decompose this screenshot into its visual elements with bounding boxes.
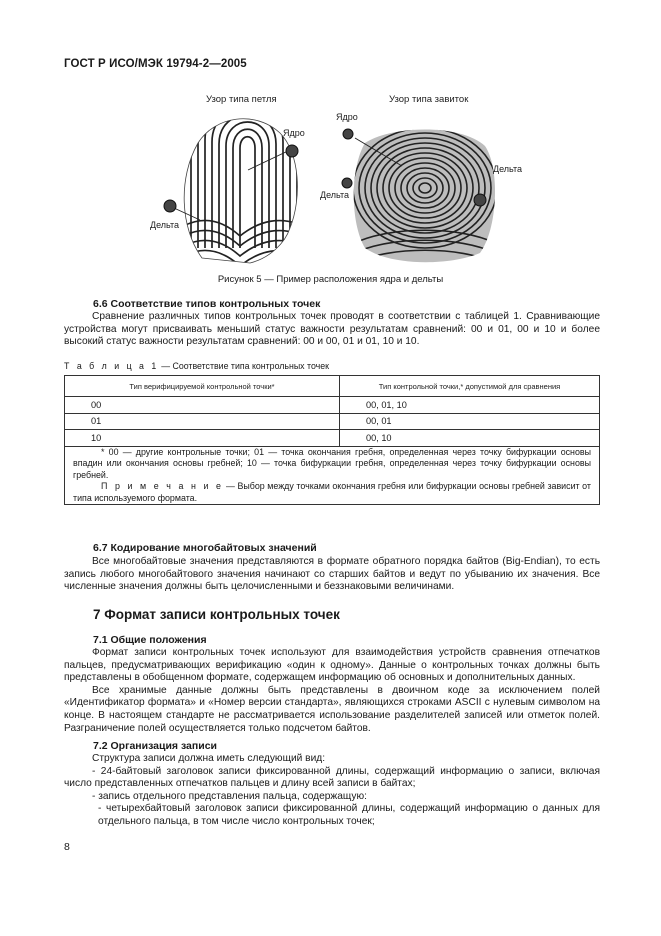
table-1-notes: [65, 446, 600, 505]
section-7-1-paragraph-2: Все хранимые данные должны быть представлены в двоичном коде за исключением полей «Идентификатор формата» и «Номер версии стандарта», являющихся строками ASCII с нулевым символом на конце. В настоящем стандарте не рассматривается использование разделителей записей или отметок полей. Разграничение полей осуществляется только подсчетом байтов.: [64, 684, 600, 734]
table-cell-type: 01: [65, 413, 340, 430]
whorl-delta-right-marker: [474, 194, 486, 206]
section-6-6-text: Сравнение различных типов контрольных точек проводят в соответствии с таблицей 1. Сравнивающие устройства могут присваивать меньший статус важности результатам сравнений: 00 и 01, 00 и 10 и более высокий статус важности результатам сравнений: 00 и 00, 01 и 01, 10 и 10.: [64, 311, 600, 348]
table-cell-allowed: 00, 01, 10: [340, 397, 600, 414]
table-1: [64, 375, 600, 505]
table-1-footnote: * 00 — другие контрольные точки; 01 — точка окончания гребня, определенная через точку бифуркации основы впадин или окончания основы гребней; 10 — точка бифуркации гребня, определенная через точку бифуркации основы гребней.: [73, 446, 591, 480]
table-1-title-text: — Соответствие типа контрольных точек: [158, 361, 329, 371]
loop-core-marker: [286, 145, 298, 157]
table-cell-type: 00: [65, 397, 340, 414]
table-1-note: [73, 481, 591, 504]
section-7-2-line-4: - четырехбайтовый заголовок записи фиксированной длины, содержащий информацию о данных для отдельного пальца, в том числе число контрольных точек;: [98, 803, 600, 827]
fingerprint-figure: [140, 108, 540, 268]
section-6-7-text: Все многобайтовые значения представляются в формате обратного порядка байтов (Big-Endian), то есть запись любого многобайтового значения начинают со старших байтов и ведут по убыванию их значения. Все численные значения должны быть целочисленными и беззнаковыми величинами.: [64, 556, 600, 593]
table-1-col1-header: Тип верифицируемой контрольной точки*: [65, 376, 340, 397]
section-7-1-heading: 7.1 Общие положения: [93, 634, 207, 646]
figure-left-title: Узор типа петля: [206, 94, 277, 105]
loop-delta-label: Дельта: [150, 220, 180, 230]
whorl-core-label: Ядро: [336, 112, 358, 122]
section-7-heading: 7 Формат записи контрольных точек: [93, 607, 340, 622]
table-cell-allowed: 00, 10: [340, 430, 600, 447]
figure-right-title: Узор типа завиток: [389, 94, 469, 105]
table-row: [65, 413, 600, 430]
whorl-delta-right-label: Дельта: [493, 164, 523, 174]
table-cell-allowed: 00, 01: [340, 413, 600, 430]
whorl-delta-left-marker: [342, 178, 352, 188]
table-1-col2-header: Тип контрольной точки,* допустимой для сравнения: [340, 376, 600, 397]
document-header: ГОСТ Р ИСО/МЭК 19794-2—2005: [64, 58, 247, 70]
section-7-2-line-3: - запись отдельного представления пальца, содержащую:: [92, 790, 367, 802]
table-1-note-text: — Выбор между точками окончания гребня или бифуркации основы гребней зависит от типа используемого формата.: [73, 481, 591, 503]
whorl-core-marker: [343, 129, 353, 139]
table-1-label: Т а б л и ц а 1: [64, 361, 159, 371]
loop-delta-marker: [164, 200, 176, 212]
whorl-delta-left-label: Дельта: [320, 190, 350, 200]
loop-core-label: Ядро: [283, 128, 305, 138]
whorl-fingerprint-image: [340, 118, 510, 268]
section-7-2-line-1: Структура записи должна иметь следующий вид:: [92, 753, 326, 764]
table-1-note-label: П р и м е ч а н и е: [101, 481, 224, 492]
section-7-2-heading: 7.2 Организация записи: [93, 740, 217, 752]
table-1-title: [64, 361, 329, 371]
table-cell-type: 10: [65, 430, 340, 447]
table-row: [65, 430, 600, 447]
section-7-2-line-2: - 24-байтовый заголовок записи фиксированной длины, содержащий информацию о записи, включая число представленных отпечатков пальцев и длину всей записи в байтах;: [64, 765, 600, 790]
section-7-1-paragraph-1: Формат записи контрольных точек используют для взаимодействия устройств сравнения отпечатков пальцев, предусматривающих верификацию «один к одному». Данные о контрольных точках должны быть представлены в обобщенном формате, содержащем информацию об основных и дополнительных данных.: [64, 647, 600, 684]
table-row: [65, 397, 600, 414]
page-number: 8: [64, 841, 70, 853]
section-6-6-heading: 6.6 Соответствие типов контрольных точек: [93, 298, 321, 310]
section-6-7-heading: 6.7 Кодирование многобайтовых значений: [93, 542, 317, 554]
figure-caption: Рисунок 5 — Пример расположения ядра и дельты: [217, 274, 444, 285]
